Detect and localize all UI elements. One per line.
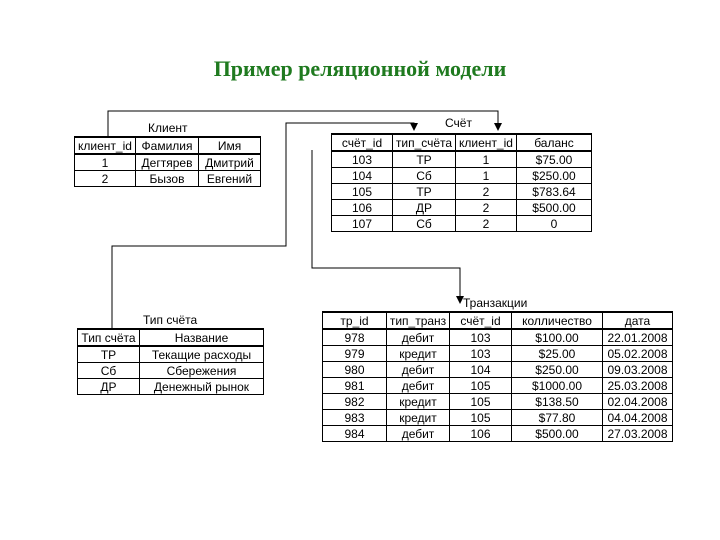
table-cell: 25.03.2008 xyxy=(603,378,673,394)
table-cell: Сб xyxy=(78,363,140,379)
table-row xyxy=(323,378,673,394)
table-row xyxy=(332,200,592,216)
table-cell: 22.01.2008 xyxy=(603,329,673,346)
table-cell: 2 xyxy=(456,200,517,216)
table-cell: $100.00 xyxy=(512,329,603,346)
table-row xyxy=(75,154,261,171)
table-row xyxy=(75,171,261,187)
column-header: счёт_id xyxy=(332,134,393,151)
table-cell: Дегтярев xyxy=(136,154,199,171)
table-cell: $783.64 xyxy=(517,184,592,200)
table-cell: 106 xyxy=(332,200,393,216)
table-cell: 105 xyxy=(450,394,512,410)
table-cell: дебит xyxy=(387,426,450,442)
table-cell: 1 xyxy=(75,154,136,171)
table-cell: 984 xyxy=(323,426,387,442)
table-cell: 980 xyxy=(323,362,387,378)
column-header: баланс xyxy=(517,134,592,151)
table-row xyxy=(323,329,673,346)
table-row xyxy=(332,184,592,200)
table-row xyxy=(323,426,673,442)
table-cell: 1 xyxy=(456,151,517,168)
table-cell: $500.00 xyxy=(512,426,603,442)
account-table xyxy=(331,133,592,232)
table-row xyxy=(78,363,264,379)
table-cell: Сбережения xyxy=(140,363,264,379)
table-cell: 983 xyxy=(323,410,387,426)
column-header: колличество xyxy=(512,312,603,329)
column-header: Фамилия xyxy=(136,137,199,154)
column-header: тр_id xyxy=(323,312,387,329)
table-cell: ТР xyxy=(393,184,456,200)
table-cell: $250.00 xyxy=(512,362,603,378)
table-row xyxy=(332,216,592,232)
table-row xyxy=(323,394,673,410)
table-cell: 02.04.2008 xyxy=(603,394,673,410)
table-cell: кредит xyxy=(387,346,450,362)
table-cell: ТР xyxy=(78,346,140,363)
table-cell: дебит xyxy=(387,362,450,378)
table-cell: 104 xyxy=(450,362,512,378)
table-cell: 0 xyxy=(517,216,592,232)
table-cell: кредит xyxy=(387,410,450,426)
table-row xyxy=(323,410,673,426)
table-cell: 978 xyxy=(323,329,387,346)
table-row xyxy=(323,362,673,378)
table-cell: 982 xyxy=(323,394,387,410)
table-cell: 105 xyxy=(450,410,512,426)
table-cell: $500.00 xyxy=(517,200,592,216)
column-header: Название xyxy=(140,329,264,346)
table-cell: 27.03.2008 xyxy=(603,426,673,442)
table-cell: $250.00 xyxy=(517,168,592,184)
client-table-caption: Клиент xyxy=(148,121,188,135)
table-cell: Дмитрий xyxy=(199,154,261,171)
column-header: тип_транз xyxy=(387,312,450,329)
table-row xyxy=(332,151,592,168)
table-cell: 1 xyxy=(456,168,517,184)
table-cell: 05.02.2008 xyxy=(603,346,673,362)
table-cell: ДР xyxy=(393,200,456,216)
table-cell: 107 xyxy=(332,216,393,232)
table-cell: 103 xyxy=(450,329,512,346)
table-cell: Бызов xyxy=(136,171,199,187)
table-row xyxy=(78,379,264,395)
column-header: клиент_id xyxy=(456,134,517,151)
table-cell: $75.00 xyxy=(517,151,592,168)
table-cell: дебит xyxy=(387,329,450,346)
table-cell: 103 xyxy=(332,151,393,168)
table-cell: Сб xyxy=(393,168,456,184)
table-row xyxy=(332,168,592,184)
slide-title: Пример реляционной модели xyxy=(213,56,507,81)
column-header: дата xyxy=(603,312,673,329)
table-cell: ДР xyxy=(78,379,140,395)
table-cell: Евгений xyxy=(199,171,261,187)
table-cell: кредит xyxy=(387,394,450,410)
table-cell: 105 xyxy=(332,184,393,200)
table-cell: 106 xyxy=(450,426,512,442)
table-cell: 105 xyxy=(450,378,512,394)
account-table-caption: Счёт xyxy=(445,116,472,130)
table-cell: $77.80 xyxy=(512,410,603,426)
table-row xyxy=(78,346,264,363)
table-cell: $1000.00 xyxy=(512,378,603,394)
table-row xyxy=(323,346,673,362)
column-header: Тип счёта xyxy=(78,329,140,346)
table-cell: $138.50 xyxy=(512,394,603,410)
table-cell: Денежный рынок xyxy=(140,379,264,395)
table-cell: 103 xyxy=(450,346,512,362)
table-cell: 104 xyxy=(332,168,393,184)
column-header: счёт_id xyxy=(450,312,512,329)
client-table xyxy=(74,136,261,187)
table-cell: Текащие расходы xyxy=(140,346,264,363)
column-header: Имя xyxy=(199,137,261,154)
account-type-table xyxy=(77,328,264,395)
transactions-table xyxy=(322,311,673,442)
table-cell: Сб xyxy=(393,216,456,232)
table-cell: 2 xyxy=(75,171,136,187)
account-type-table-caption: Тип счёта xyxy=(143,313,198,327)
column-header: тип_счёта xyxy=(393,134,456,151)
table-cell: 04.04.2008 xyxy=(603,410,673,426)
table-cell: 2 xyxy=(456,184,517,200)
table-cell: 09.03.2008 xyxy=(603,362,673,378)
transactions-table-caption: Транзакции xyxy=(463,296,528,310)
column-header: клиент_id xyxy=(75,137,136,154)
table-cell: 2 xyxy=(456,216,517,232)
table-cell: дебит xyxy=(387,378,450,394)
table-cell: 981 xyxy=(323,378,387,394)
table-cell: $25.00 xyxy=(512,346,603,362)
table-cell: 979 xyxy=(323,346,387,362)
table-cell: ТР xyxy=(393,151,456,168)
